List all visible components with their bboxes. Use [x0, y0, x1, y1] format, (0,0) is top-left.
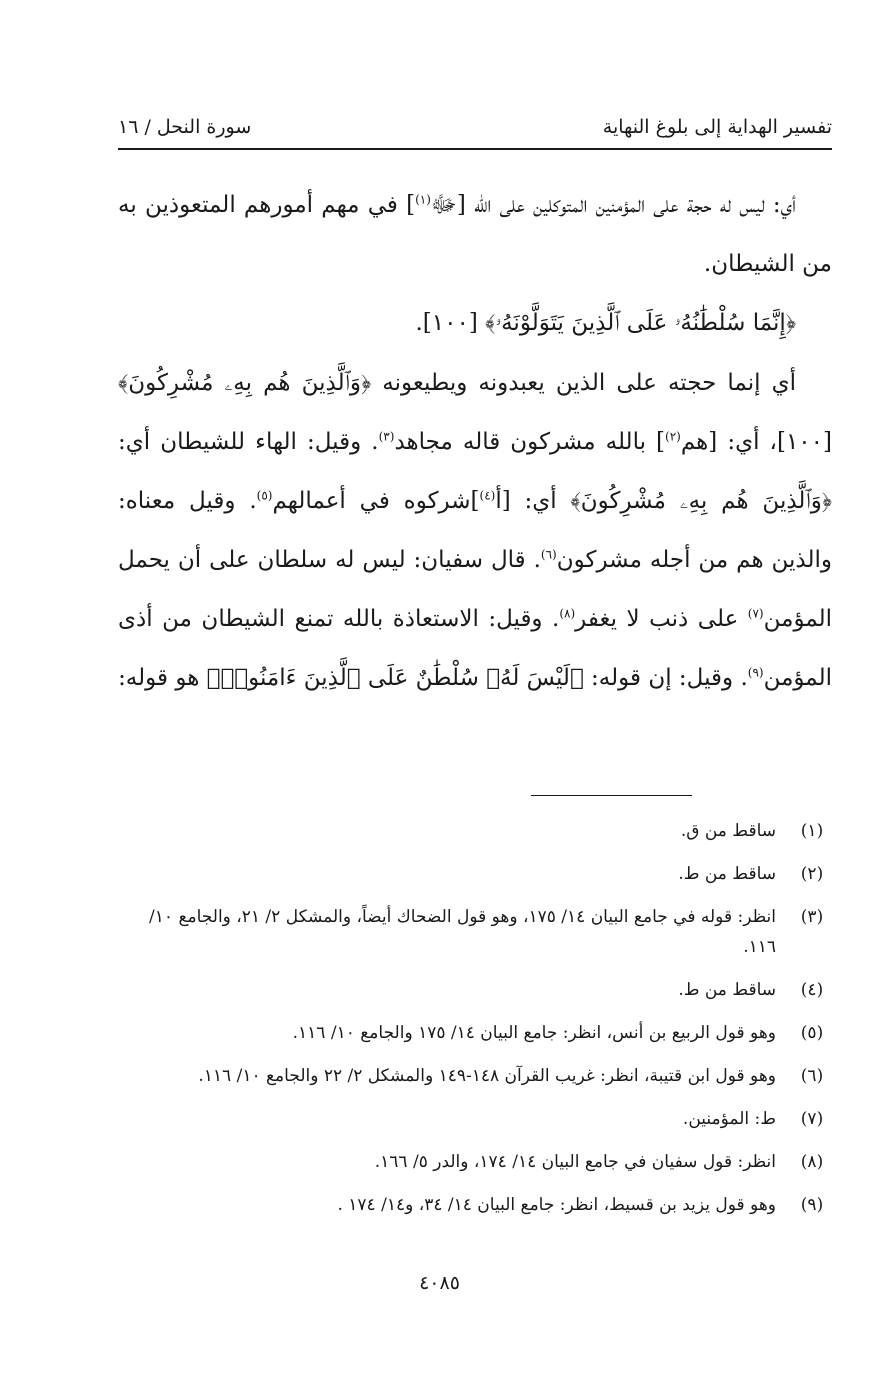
text-run: ] بالله مشركون قاله مجاهد	[394, 429, 666, 455]
footnote-ref: (٤)	[479, 488, 496, 503]
footnote-text: وهو قول يزيد بن قسيط، انظر: جامع البيان ١٤/ ٣٤، و١٤/ ١٧٤ .	[337, 1195, 776, 1215]
text-run: . وقيل: الاستعاذة بالله تمنع الشيطان من أذى المؤمن	[118, 606, 832, 691]
honorific-glyph: ﷻ	[430, 192, 457, 218]
main-text	[118, 176, 832, 708]
text-run: ]شركوه في أعمالهم	[272, 488, 480, 514]
footnote-number: (٨)	[800, 1152, 824, 1172]
text-run: ] في مهم أمورهم المتعوذين به من الشيطان.	[118, 192, 832, 277]
footnote-item	[118, 1190, 832, 1220]
sura-label: سورة النحل / ١٦	[118, 116, 252, 138]
footnote-ref: (١)	[415, 192, 431, 207]
footnote-number: (٦)	[800, 1066, 824, 1086]
footnote-ref: (٥)	[256, 488, 273, 503]
footnote-number: (٩)	[800, 1195, 824, 1215]
footnote-text: انظر: قوله في جامع البيان ١٤/ ١٧٥، وهو قول الضحاك أيضاً، والمشكل ٢/ ٢١، والجامع ١٠/ ١١٦.	[149, 907, 776, 957]
paragraph-3	[118, 354, 832, 708]
footnote-ref: (٢)	[665, 429, 681, 444]
footnote-item	[118, 1061, 832, 1091]
footnote-ref: (٣)	[378, 429, 395, 444]
text-run: . وقيل: الهاء للشيطان أي: ﴿وَٱلَّذِينَ هُم بِهِۦ مُشْرِكُونَ﴾ أي: [أ	[118, 429, 832, 514]
footnotes	[118, 816, 832, 1233]
book-title: تفسير الهداية إلى بلوغ النهاية	[602, 116, 832, 138]
page-number: ٤٠٨٥	[419, 1272, 460, 1294]
footnote-text: ط: المؤمنين.	[682, 1109, 776, 1129]
footnote-text: وهو قول الربيع بن أنس، انظر: جامع البيان ١٤/ ١٧٥ والجامع ١٠/ ١١٦.	[292, 1023, 776, 1043]
footnote-item	[118, 1018, 832, 1048]
verse-line: ﴿إِنَّمَا سُلْطَٰنُهُۥ عَلَى ٱلَّذِينَ يَتَوَلَّوْنَهُۥ﴾ [١٠٠].	[415, 310, 796, 336]
footnote-ref: (٨)	[559, 606, 576, 621]
text-run: أي إنما حجته على الذين يعبدونه ويطيعونه ﴿وَٱلَّذِينَ هُم بِهِۦ مُشْرِكُونَ﴾ [١٠٠]، أي: [هم	[118, 370, 832, 455]
footnote-number: (١)	[800, 821, 824, 841]
footnote-number: (٧)	[800, 1109, 824, 1129]
footnote-item	[118, 816, 832, 846]
paragraph-1	[118, 176, 832, 294]
footnote-item	[118, 1104, 832, 1134]
footnote-item	[118, 975, 832, 1005]
footnote-text: ساقط من ق.	[680, 821, 776, 841]
footnote-ref: (٩)	[747, 665, 764, 680]
footnote-text: انظر: قول سفيان في جامع البيان ١٤/ ١٧٤، والدر ٥/ ١٦٦.	[374, 1152, 776, 1172]
text-run: أي: ليس له حجة على المؤمنين المتوكلين على الله [	[456, 192, 796, 218]
footnote-text: وهو قول ابن قتيبة، انظر: غريب القرآن ١٤٨-١٤٩ والمشكل ٢/ ٢٢ والجامع ١٠/ ١١٦.	[198, 1066, 776, 1086]
footnote-separator	[531, 795, 692, 796]
footnote-number: (٣)	[800, 907, 824, 927]
footnote-number: (٢)	[800, 864, 824, 884]
running-header	[118, 112, 832, 150]
footnote-number: (٥)	[800, 1023, 824, 1043]
footnote-number: (٤)	[800, 980, 824, 1000]
footnote-ref: (٧)	[747, 606, 764, 621]
text-run: على ذنب لا يغفر	[575, 606, 748, 632]
footnote-item	[118, 1147, 832, 1177]
text-run: . وقيل: إن قوله: ﴿لَيْسَ لَهُۥ سُلْطَٰنٌ عَلَى ٱلَّذِينَ ءَامَنُوا۟﴾ هو قوله:	[118, 665, 748, 691]
text-run: . وقيل معناه: والذين هم من أجله مشركون	[118, 488, 832, 573]
footnote-ref: (٦)	[540, 547, 557, 562]
footnote-text: ساقط من ط.	[678, 980, 776, 1000]
footnote-item	[118, 859, 832, 889]
footnote-text: ساقط من ط.	[678, 864, 776, 884]
text-run: . قال سفيان: ليس له سلطان على أن يحمل المؤمن	[118, 547, 833, 632]
footnote-item	[118, 902, 832, 962]
